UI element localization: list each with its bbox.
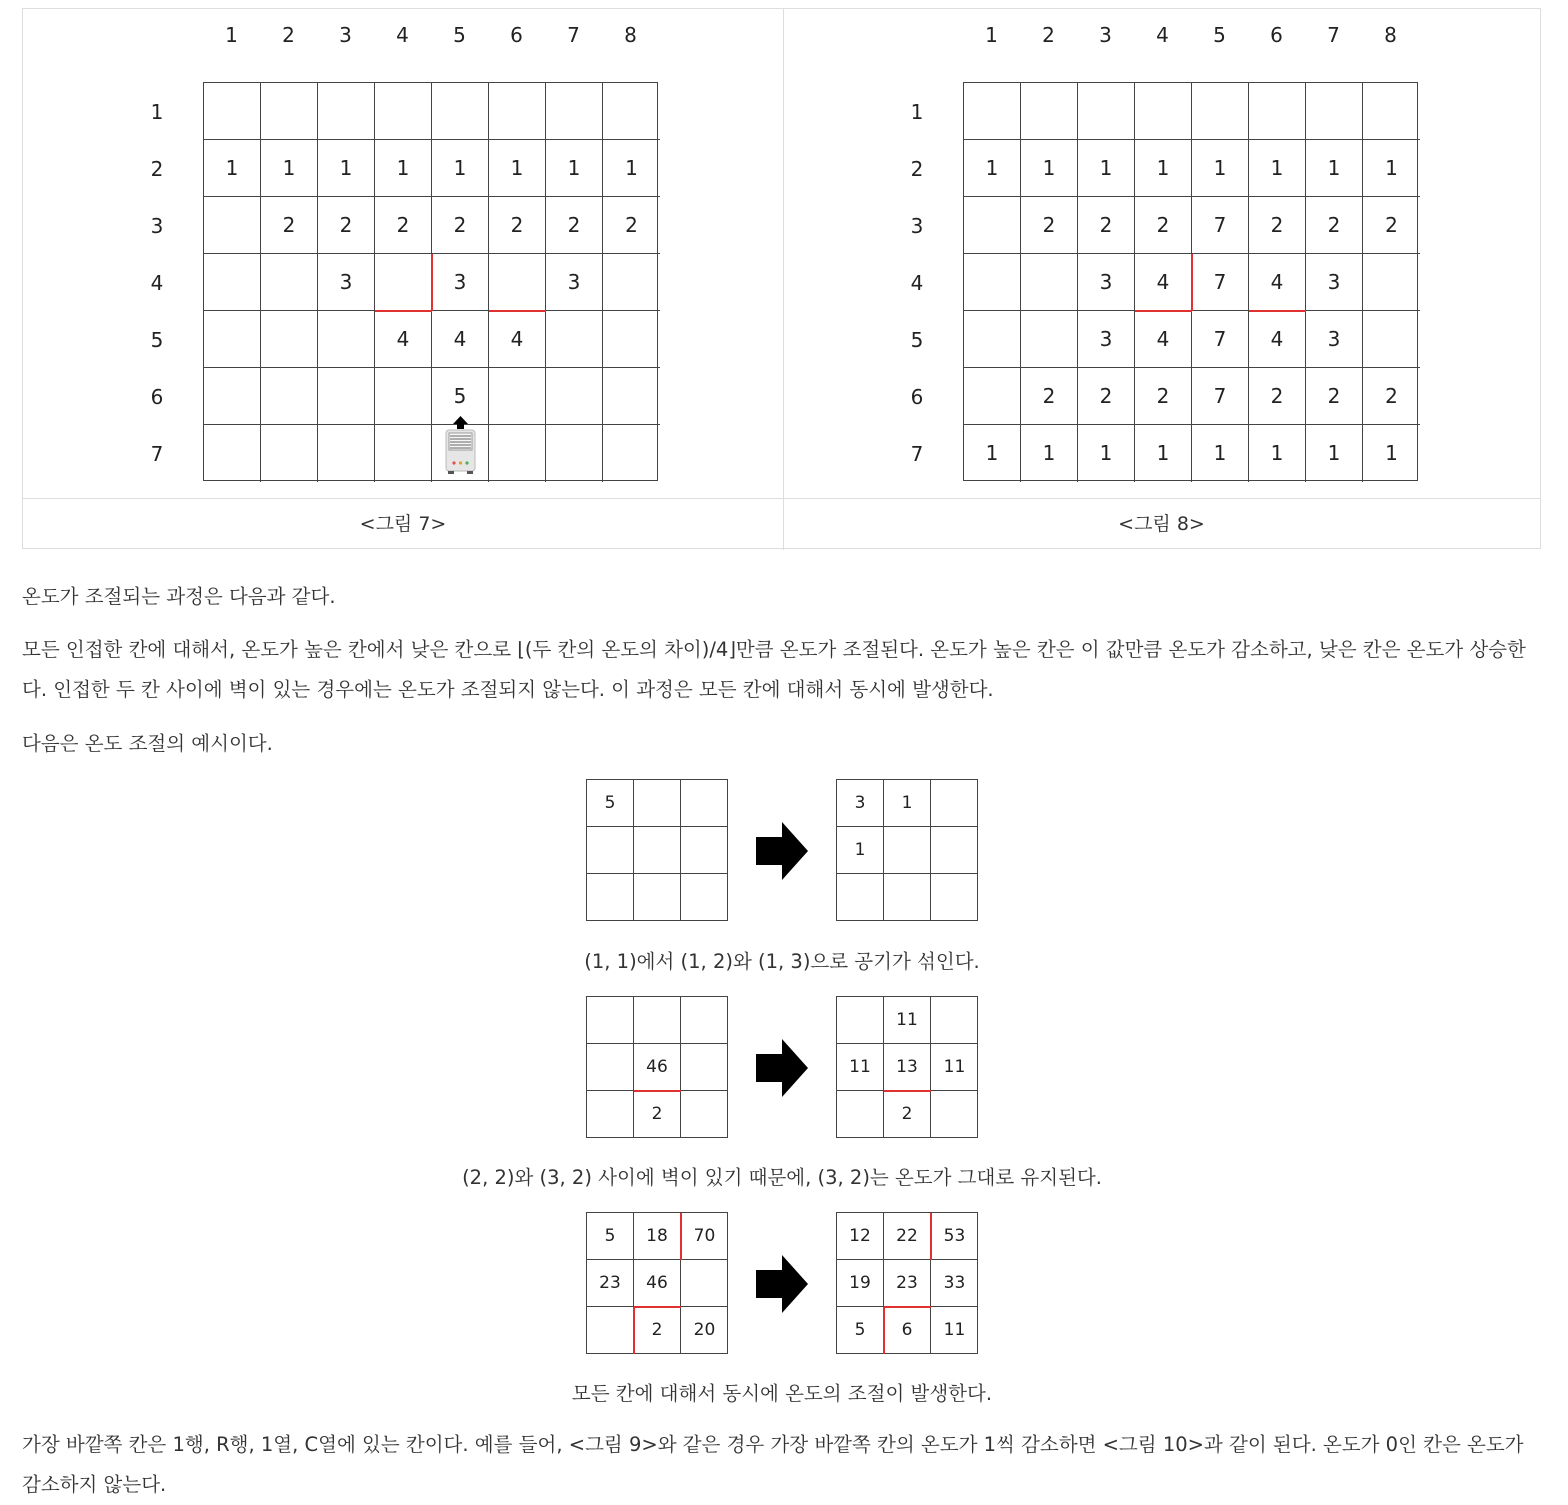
grid-cell: 2 xyxy=(1021,368,1078,425)
grid-cell: 1 xyxy=(261,140,318,197)
col-label: 7 xyxy=(567,23,580,47)
grid-cell xyxy=(1363,254,1420,311)
grid-cell: 5 xyxy=(432,368,489,425)
example-cell: 1 xyxy=(837,827,884,874)
wall-segment xyxy=(1249,310,1306,312)
grid-cell: 2 xyxy=(1249,368,1306,425)
example-cell xyxy=(634,780,681,827)
grid-cell: 4 xyxy=(1249,311,1306,368)
grid-cell xyxy=(603,311,660,368)
grid-cell xyxy=(1192,83,1249,140)
figure-table xyxy=(22,8,1541,549)
grid-cell xyxy=(489,368,546,425)
grid-cell: 3 xyxy=(1306,254,1363,311)
right-arrow-icon xyxy=(756,1255,808,1313)
grid-cell xyxy=(489,425,546,482)
example-cell xyxy=(681,780,728,827)
grid-cell: 2 xyxy=(1135,197,1192,254)
wall-segment xyxy=(884,1090,931,1092)
grid-cell: 2 xyxy=(318,197,375,254)
grid-cell xyxy=(204,197,261,254)
example-cell: 1 xyxy=(884,780,931,827)
grid-cell: 2 xyxy=(546,197,603,254)
example-cell: 11 xyxy=(943,1320,966,1340)
paragraph-rule: 모든 인접한 칸에 대해서, 온도가 높은 칸에서 낮은 칸으로 ⌊(두 칸의 온도의 차이)/4⌋만큼 온도가 조절된다. 온도가 높은 칸은 이 값만큼 온도가 감소하고, 낮은 칸은 온도가 상승한다. 인접한 두 칸 사이에 벽이 있는 경우에는 온도가 조절되지 않는다. 이 과정은 모든 칸에 대해서 동시에 발생한다. xyxy=(22,638,1526,701)
example-cell xyxy=(884,827,931,874)
wall-segment xyxy=(489,310,546,312)
wall-segment xyxy=(1191,254,1193,311)
grid-cell xyxy=(375,425,432,482)
grid-cell: 2 xyxy=(1363,197,1420,254)
row-label: 7 xyxy=(150,442,164,466)
example-cell xyxy=(587,1091,634,1138)
example-cell xyxy=(931,827,978,874)
grid-cell xyxy=(204,254,261,311)
col-label: 6 xyxy=(510,23,523,47)
grid-cell xyxy=(1249,83,1306,140)
grid-cell: 2 xyxy=(1021,197,1078,254)
row-label: 4 xyxy=(150,271,164,295)
example-cell: 20 xyxy=(693,1320,716,1340)
example-cell: 11 xyxy=(837,1044,884,1091)
grid-cell: 7 xyxy=(1192,254,1249,311)
example-cell: 5 xyxy=(587,1213,634,1260)
col-label: 5 xyxy=(1213,23,1226,47)
grid-cell: 3 xyxy=(1078,254,1135,311)
wall-segment xyxy=(634,1306,681,1308)
grid-cell: 1 xyxy=(964,140,1021,197)
grid-cell xyxy=(204,83,261,140)
example-cell xyxy=(884,874,931,921)
col-label: 3 xyxy=(1099,23,1112,47)
example-cell xyxy=(587,874,634,921)
grid-cell xyxy=(546,311,603,368)
col-label: 5 xyxy=(453,23,466,47)
grid-cell xyxy=(964,197,1021,254)
grid-cell xyxy=(603,254,660,311)
wall-segment xyxy=(930,1213,932,1260)
example-cell xyxy=(634,997,681,1044)
grid-cell: 1 xyxy=(1363,140,1420,197)
grid-cell: 3 xyxy=(546,254,603,311)
example-1-after-grid xyxy=(836,779,978,921)
row-label: 5 xyxy=(150,328,164,352)
grid-cell: 3 xyxy=(1078,311,1135,368)
grid-cell: 4 xyxy=(1135,311,1192,368)
grid-cell xyxy=(261,311,318,368)
col-label: 1 xyxy=(985,23,998,47)
right-arrow-icon xyxy=(756,822,808,880)
row-label: 1 xyxy=(910,100,924,124)
paragraph-outer-cells: 가장 바깥쪽 칸은 1행, R행, 1열, C열에 있는 칸이다. 예를 들어, <그림 9>와 같은 경우 가장 바깥쪽 칸의 온도가 1씩 감소하면 <그림 10>과 같이 된다. 온도가 0인 칸은 온도가 감소하지 않는다. xyxy=(22,1433,1524,1496)
grid-cell: 2 xyxy=(603,197,660,254)
row-label: 4 xyxy=(910,271,924,295)
grid-cell xyxy=(204,368,261,425)
example-cell: 5 xyxy=(587,780,634,827)
grid-cell xyxy=(964,368,1021,425)
grid-cell: 4 xyxy=(489,311,546,368)
grid-cell: 1 xyxy=(1135,425,1192,482)
grid-cell: 1 xyxy=(1021,425,1078,482)
wall-segment xyxy=(633,1307,635,1354)
grid-cell: 2 xyxy=(1078,368,1135,425)
grid-cell: 2 xyxy=(1135,368,1192,425)
grid-cell: 1 xyxy=(1249,140,1306,197)
example-cell: 23 xyxy=(884,1260,931,1307)
col-label: 6 xyxy=(1270,23,1283,47)
grid-cell: 7 xyxy=(1192,197,1249,254)
grid-cell xyxy=(318,83,375,140)
example-cell xyxy=(587,997,634,1044)
row-label: 3 xyxy=(150,214,164,238)
example-cell: 2 xyxy=(634,1307,681,1354)
grid-cell: 3 xyxy=(432,254,489,311)
example-cell: 70 xyxy=(681,1213,728,1260)
grid-cell: 1 xyxy=(204,140,261,197)
example-cell xyxy=(587,1307,634,1354)
wall-segment xyxy=(884,1306,931,1308)
grid-cell: 7 xyxy=(1192,368,1249,425)
grid-cell xyxy=(318,425,375,482)
grid-cell xyxy=(964,254,1021,311)
grid-cell: 7 xyxy=(1192,311,1249,368)
example-1-before-grid xyxy=(586,779,728,921)
grid-cell: 4 xyxy=(432,311,489,368)
example-cell xyxy=(837,997,884,1044)
grid-cell xyxy=(318,311,375,368)
example-cell: 11 xyxy=(931,1044,978,1091)
grid-cell xyxy=(375,368,432,425)
grid-cell: 1 xyxy=(1021,140,1078,197)
col-label: 8 xyxy=(624,23,637,47)
grid-cell xyxy=(603,368,660,425)
row-label: 5 xyxy=(910,328,924,352)
caption-row xyxy=(23,498,1540,550)
grid-cell: 2 xyxy=(1078,197,1135,254)
example-cell xyxy=(681,1044,728,1091)
grid-cell xyxy=(603,425,660,482)
grid-cell: 1 xyxy=(546,140,603,197)
example-cell: 13 xyxy=(884,1044,931,1091)
grid-cell: 4 xyxy=(375,311,432,368)
grid-cell xyxy=(375,254,432,311)
row-label: 1 xyxy=(150,100,164,124)
grid-cell xyxy=(1363,311,1420,368)
example-2-caption: (2, 2)와 (3, 2) 사이에 벽이 있기 때문에, (3, 2)는 온도가 그대로 유지된다. xyxy=(462,1166,1102,1189)
example-cell: 53 xyxy=(931,1213,978,1260)
grid-cell xyxy=(489,83,546,140)
grid-cell: 1 xyxy=(1306,140,1363,197)
grid-cell: 1 xyxy=(1135,140,1192,197)
grid-cell xyxy=(318,368,375,425)
col-label: 4 xyxy=(396,23,409,47)
grid-cell: 2 xyxy=(1306,197,1363,254)
grid-cell xyxy=(546,368,603,425)
grid-cell xyxy=(261,368,318,425)
example-2-after-grid xyxy=(836,996,978,1138)
grid-cell xyxy=(375,83,432,140)
example-cell: 23 xyxy=(587,1260,634,1307)
row-label: 6 xyxy=(150,385,164,409)
example-cell: 12 xyxy=(837,1213,884,1260)
row-label: 2 xyxy=(150,157,164,181)
grid-cell: 1 xyxy=(489,140,546,197)
grid-cell xyxy=(1078,83,1135,140)
grid-cell: 1 xyxy=(1192,140,1249,197)
paragraph-intro: 온도가 조절되는 과정은 다음과 같다. xyxy=(22,585,336,608)
example-cell: 22 xyxy=(884,1213,931,1260)
grid-cell: 4 xyxy=(1249,254,1306,311)
example-cell: 11 xyxy=(884,997,931,1044)
figure-8-caption: <그림 8> xyxy=(1118,513,1205,535)
grid-cell xyxy=(1021,311,1078,368)
example-cell xyxy=(931,1091,978,1138)
example-cell: 2 xyxy=(634,1091,681,1138)
col-label: 4 xyxy=(1156,23,1169,47)
grid-cell: 3 xyxy=(1306,311,1363,368)
example-cell xyxy=(681,1091,728,1138)
grid-cell: 1 xyxy=(375,140,432,197)
figure-7-caption: <그림 7> xyxy=(23,499,784,550)
grid-cell: 1 xyxy=(432,140,489,197)
example-cell xyxy=(681,997,728,1044)
grid-cell: 2 xyxy=(1363,368,1420,425)
example-cell xyxy=(931,874,978,921)
grid-cell: 1 xyxy=(603,140,660,197)
grid-cell xyxy=(1135,83,1192,140)
temperature-grid-7 xyxy=(203,82,658,481)
example-2-before-grid xyxy=(586,996,728,1138)
example-cell xyxy=(634,827,681,874)
example-cell: 46 xyxy=(634,1260,681,1307)
grid-cell: 1 xyxy=(1078,140,1135,197)
example-cell xyxy=(634,874,681,921)
col-label: 2 xyxy=(282,23,295,47)
wall-segment xyxy=(680,1213,682,1260)
grid-cell xyxy=(603,83,660,140)
grid-cell xyxy=(261,425,318,482)
grid-cell xyxy=(261,83,318,140)
grid-cell: 1 xyxy=(1306,425,1363,482)
grid-cell xyxy=(964,83,1021,140)
grid-cell: 1 xyxy=(318,140,375,197)
figure-8-panel xyxy=(783,9,1541,498)
heater-icon xyxy=(432,416,489,473)
row-label: 6 xyxy=(910,385,924,409)
example-cell: 2 xyxy=(884,1091,931,1138)
grid-cell xyxy=(261,254,318,311)
right-arrow-icon xyxy=(756,1039,808,1097)
example-cell: 19 xyxy=(837,1260,884,1307)
grid-cell: 1 xyxy=(964,425,1021,482)
wall-segment xyxy=(634,1090,681,1092)
grid-cell: 2 xyxy=(489,197,546,254)
col-label: 1 xyxy=(225,23,238,47)
grid-cell xyxy=(204,425,261,482)
grid-cell xyxy=(489,254,546,311)
grid-cell xyxy=(204,311,261,368)
grid-cell: 1 xyxy=(1078,425,1135,482)
grid-cell xyxy=(1306,83,1363,140)
grid-cell xyxy=(964,311,1021,368)
grid-cell xyxy=(1021,83,1078,140)
example-cell xyxy=(587,827,634,874)
example-cell xyxy=(931,780,978,827)
row-label: 7 xyxy=(910,442,924,466)
example-cell xyxy=(681,1260,728,1307)
grid-cell: 2 xyxy=(432,197,489,254)
row-label: 2 xyxy=(910,157,924,181)
grid-cell xyxy=(546,83,603,140)
grid-cell xyxy=(546,425,603,482)
example-cell: 5 xyxy=(837,1307,884,1354)
wall-segment xyxy=(1135,310,1192,312)
wall-segment xyxy=(375,310,432,312)
col-label: 7 xyxy=(1327,23,1340,47)
grid-cell xyxy=(1363,83,1420,140)
grid-cell: 3 xyxy=(318,254,375,311)
example-3-caption: 모든 칸에 대해서 동시에 온도의 조절이 발생한다. xyxy=(571,1382,993,1405)
temperature-grid-8 xyxy=(963,82,1418,481)
example-cell: 6 xyxy=(884,1307,931,1354)
grid-cell xyxy=(432,83,489,140)
grid-cell: 1 xyxy=(1249,425,1306,482)
grid-cell: 1 xyxy=(1385,441,1398,465)
grid-cell: 2 xyxy=(261,197,318,254)
wall-segment xyxy=(431,254,433,311)
col-label: 8 xyxy=(1384,23,1397,47)
example-cell: 3 xyxy=(837,780,884,827)
example-cell: 18 xyxy=(634,1213,681,1260)
paragraph-example-intro: 다음은 온도 조절의 예시이다. xyxy=(22,732,273,755)
col-label: 3 xyxy=(339,23,352,47)
row-label: 3 xyxy=(910,214,924,238)
example-cell xyxy=(837,874,884,921)
example-cell xyxy=(587,1044,634,1091)
example-cell xyxy=(931,997,978,1044)
wall-segment xyxy=(883,1307,885,1354)
col-label: 2 xyxy=(1042,23,1055,47)
grid-cell: 2 xyxy=(375,197,432,254)
example-cell xyxy=(837,1091,884,1138)
grid-cell xyxy=(1021,254,1078,311)
grid-cell: 2 xyxy=(1306,368,1363,425)
example-cell xyxy=(681,827,728,874)
figure-7-panel xyxy=(23,9,784,498)
example-1-caption: (1, 1)에서 (1, 2)와 (1, 3)으로 공기가 섞인다. xyxy=(584,950,980,973)
grid-cell: 4 xyxy=(1135,254,1192,311)
grid-cell: 1 xyxy=(1192,425,1249,482)
example-cell: 33 xyxy=(931,1260,978,1307)
example-3-before-grid xyxy=(586,1212,728,1354)
grid-cell: 2 xyxy=(1249,197,1306,254)
example-3-after-grid xyxy=(836,1212,978,1354)
example-cell: 46 xyxy=(634,1044,681,1091)
example-cell xyxy=(681,874,728,921)
